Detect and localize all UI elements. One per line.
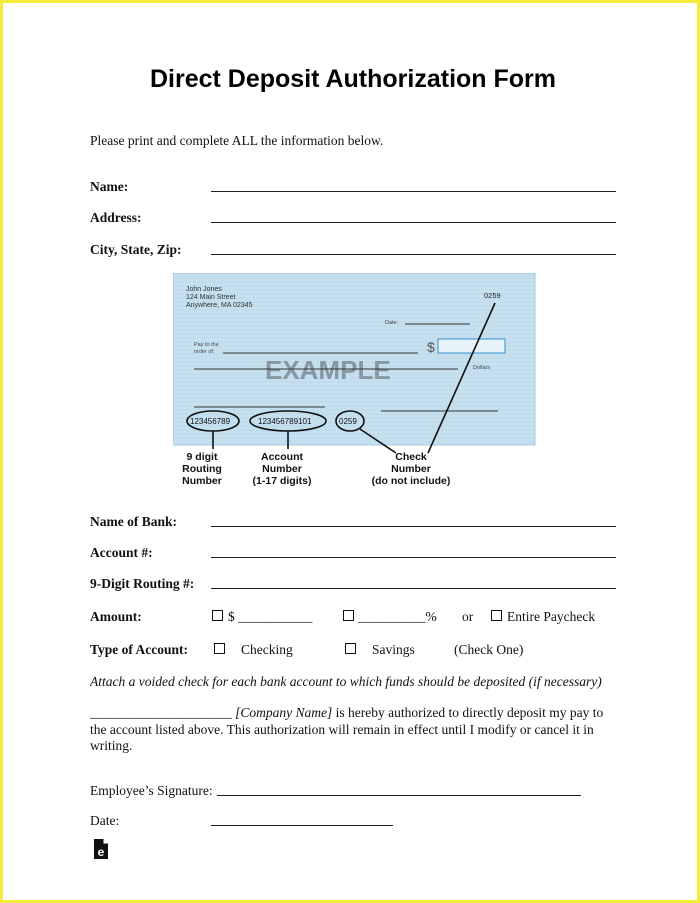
- city-state-zip-field[interactable]: [211, 254, 616, 255]
- form-title: Direct Deposit Authorization Form: [149, 65, 557, 93]
- micr-routing: 123456789: [190, 417, 231, 426]
- savings-checkbox[interactable]: [345, 643, 356, 654]
- checking-label: Checking: [241, 642, 293, 657]
- check-dollars-label: Dollars: [473, 365, 491, 371]
- signature-field[interactable]: [217, 795, 581, 796]
- amount-dollar-option: $ ___________: [228, 609, 313, 624]
- account-number-label: Account #:: [90, 545, 153, 560]
- company-name-blank[interactable]: _____________________: [90, 705, 232, 720]
- micr-account: 123456789101: [258, 417, 312, 426]
- account-number-field[interactable]: [211, 557, 616, 558]
- attach-note: Attach a voided check for each bank account to which funds should be deposited (if necessary): [90, 674, 602, 689]
- company-name-placeholder: [Company Name]: [235, 705, 333, 720]
- amount-entire-option: Entire Paycheck: [507, 609, 596, 624]
- routing-number-field[interactable]: [211, 588, 616, 589]
- name-label: Name:: [90, 179, 129, 194]
- callout-check-2: Number: [391, 463, 431, 475]
- micr-check: 0259: [339, 417, 357, 426]
- authorization-paragraph: [90, 705, 610, 755]
- check-number-top: 0259: [484, 291, 501, 300]
- amount-percent-checkbox[interactable]: [343, 610, 354, 621]
- callout-account-2: Number: [262, 463, 302, 475]
- logo-letter: e: [97, 845, 105, 859]
- callout-routing-3: Number: [182, 475, 222, 487]
- account-type-label: Type of Account:: [90, 642, 188, 657]
- check-one-note: (Check One): [454, 642, 524, 657]
- check-holder-city: Anywhere, MA 02345: [186, 302, 253, 309]
- callout-check-3: (do not include): [371, 475, 451, 487]
- check-amount-box: [438, 339, 505, 353]
- amount-percent-option: __________%: [358, 609, 437, 624]
- callout-account-1: Account: [261, 451, 303, 463]
- city-state-zip-label: City, State, Zip:: [90, 242, 182, 257]
- name-field[interactable]: [211, 191, 616, 192]
- address-field[interactable]: [211, 222, 616, 223]
- check-holder-name: John Jones: [186, 286, 222, 293]
- date-field[interactable]: [211, 825, 393, 826]
- signature-label: Employee’s Signature:: [90, 783, 213, 798]
- check-holder-street: 124 Main Street: [186, 294, 236, 301]
- callout-routing-1: 9 digit: [186, 451, 218, 463]
- amount-or-text: or: [462, 609, 474, 624]
- callout-account-3: (1-17 digits): [252, 475, 312, 487]
- callout-routing-2: Routing: [182, 463, 222, 475]
- check-pay-to-2: order of:: [194, 349, 215, 355]
- address-label: Address:: [90, 210, 142, 225]
- check-pay-to-1: Pay to the: [194, 342, 219, 348]
- amount-dollar-checkbox[interactable]: [212, 610, 223, 621]
- amount-label: Amount:: [90, 609, 142, 624]
- bank-name-field[interactable]: [211, 526, 616, 527]
- check-dollar-sign: $: [427, 339, 435, 355]
- routing-number-label: 9-Digit Routing #:: [90, 576, 195, 591]
- authorization-text: is hereby authorized to directly deposit my pay to the account listed above. This authorization will remain in effect until I modify or cancel it in writing.: [90, 705, 604, 753]
- example-check-illustration: [173, 273, 538, 495]
- callout-check-1: Check: [395, 451, 427, 463]
- checking-checkbox[interactable]: [214, 643, 225, 654]
- instructions: Please print and complete ALL the information below.: [90, 133, 384, 148]
- amount-entire-checkbox[interactable]: [491, 610, 502, 621]
- check-date-label: Date:: [385, 320, 399, 326]
- bank-name-label: Name of Bank:: [90, 514, 177, 529]
- date-label: Date:: [90, 813, 120, 828]
- savings-label: Savings: [372, 642, 415, 657]
- eforms-logo-icon: [93, 838, 109, 860]
- check-watermark: EXAMPLE: [265, 355, 391, 385]
